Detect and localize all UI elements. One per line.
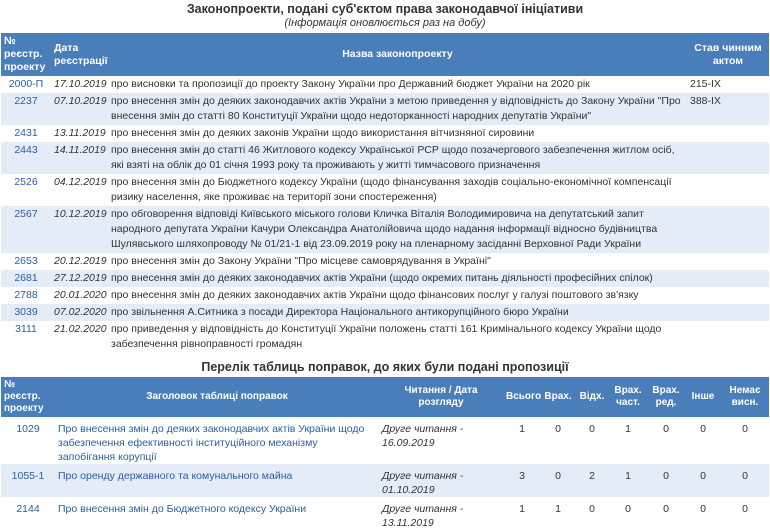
bill-date: 27.12.2019 bbox=[51, 270, 108, 287]
bill-row bbox=[1, 142, 769, 174]
amendment-reading: Друге читання - 16.09.2019 bbox=[379, 417, 503, 464]
amendment-reading: Друге читання - 13.11.2019 bbox=[379, 497, 503, 530]
bill-row bbox=[1, 253, 769, 270]
amendment-title-link[interactable]: Про внесення змін до Бюджетного кодексу України bbox=[58, 503, 307, 515]
bill-row bbox=[1, 125, 769, 142]
bill-act: 388-IX bbox=[687, 93, 769, 125]
amendment-count-total: 3 bbox=[503, 464, 541, 497]
amendment-title-link[interactable]: Про внесення змін до деяких законодавчих актів України щодо забезпечення ефективності інституційного механізму запобігання корупції bbox=[58, 423, 365, 463]
bill-act bbox=[687, 142, 769, 174]
bill-row bbox=[1, 304, 769, 321]
amendment-row bbox=[1, 497, 769, 530]
bill-date: 21.02.2020 bbox=[51, 321, 108, 353]
amendment-count-rejected: 0 bbox=[575, 497, 609, 530]
bill-number-link[interactable]: 2526 bbox=[14, 176, 38, 188]
bill-number-link[interactable]: 2431 bbox=[14, 127, 38, 139]
bill-act bbox=[687, 174, 769, 206]
amendments-table-header bbox=[1, 377, 769, 417]
col-am-rejected[interactable]: Відх. bbox=[575, 377, 609, 417]
bill-name: про звільнення А.Ситника з посади Директора Національного антикорупційного бюро України bbox=[108, 304, 687, 321]
col-am-reg-number[interactable]: № реєстр. проекту bbox=[1, 377, 55, 417]
bill-name: про внесення змін до статті 46 Житлового кодексу Української РСР щодо позачергового забезпечення житлом осіб, які взяті на облік до 01 січня 1993 року та проживають у житті тимчасового призначення bbox=[108, 142, 687, 174]
col-am-absent[interactable]: Немає висн. bbox=[721, 377, 769, 417]
col-act-status[interactable]: Став чинним актом bbox=[687, 33, 769, 76]
bill-act: 215-IX bbox=[687, 76, 769, 93]
col-am-title[interactable]: Заголовок таблиці поправок bbox=[55, 377, 379, 417]
col-am-accepted[interactable]: Врах. bbox=[541, 377, 575, 417]
bill-date: 07.02.2020 bbox=[51, 304, 108, 321]
bill-number-link[interactable]: 2567 bbox=[14, 208, 38, 220]
bill-act bbox=[687, 253, 769, 270]
col-am-reading[interactable]: Читання / Дата розгляду bbox=[379, 377, 503, 417]
bill-number-link[interactable]: 2237 bbox=[14, 95, 38, 107]
bill-row bbox=[1, 270, 769, 287]
bill-number-link[interactable]: 2681 bbox=[14, 272, 38, 284]
bill-date: 10.12.2019 bbox=[51, 206, 108, 253]
amendment-row bbox=[1, 464, 769, 497]
amendment-count-absent: 0 bbox=[721, 417, 769, 464]
amendment-count-rejected: 2 bbox=[575, 464, 609, 497]
bill-name: про внесення змін до деяких законодавчих актів України щодо фінансових послуг у галузі поштового зв'язку bbox=[108, 287, 687, 304]
bill-number-link[interactable]: 2443 bbox=[14, 144, 38, 156]
amendment-count-editorial: 0 bbox=[647, 464, 685, 497]
col-reg-number[interactable]: № реєстр. проекту bbox=[1, 33, 51, 76]
amendment-number-link[interactable]: 1055-1 bbox=[11, 470, 45, 482]
bill-row bbox=[1, 206, 769, 253]
amendment-count-partial: 1 bbox=[609, 417, 647, 464]
bill-number-link[interactable]: 2788 bbox=[14, 289, 38, 301]
amendment-count-other: 0 bbox=[685, 464, 721, 497]
amendment-count-accepted: 0 bbox=[541, 417, 575, 464]
amendment-count-editorial: 0 bbox=[647, 497, 685, 530]
amendment-count-total: 1 bbox=[503, 417, 541, 464]
amendment-count-partial: 1 bbox=[609, 464, 647, 497]
amendment-count-absent: 0 bbox=[721, 464, 769, 497]
bills-table-header bbox=[1, 33, 769, 76]
amendment-number-link[interactable]: 2144 bbox=[16, 503, 40, 515]
bill-date: 13.11.2019 bbox=[51, 125, 108, 142]
bill-name: про внесення змін до деяких законів України щодо використання вітчизняної сировини bbox=[108, 125, 687, 142]
amendment-count-absent: 0 bbox=[721, 497, 769, 530]
bill-act bbox=[687, 270, 769, 287]
bill-date: 14.11.2019 bbox=[51, 142, 108, 174]
amendment-title-link[interactable]: Про оренду державного та комунального майна bbox=[58, 470, 293, 482]
bill-number-link[interactable]: 3039 bbox=[14, 306, 38, 318]
amendment-row bbox=[1, 417, 769, 464]
bill-row bbox=[1, 76, 769, 93]
amendment-count-other: 0 bbox=[685, 497, 721, 530]
col-am-other[interactable]: Інше bbox=[685, 377, 721, 417]
bill-name: про внесення змін до Закону України "Про місцеве самоврядування в Україні" bbox=[108, 253, 687, 270]
bill-date: 20.01.2020 bbox=[51, 287, 108, 304]
bill-row bbox=[1, 93, 769, 125]
bill-name: про внесення змін до деяких законодавчих актів України (щодо окремих питань діяльності професійних спілок) bbox=[108, 270, 687, 287]
amendment-count-other: 0 bbox=[685, 417, 721, 464]
amendment-count-accepted: 1 bbox=[541, 497, 575, 530]
col-reg-date[interactable]: Дата реєстрації bbox=[51, 33, 108, 76]
amendment-count-accepted: 0 bbox=[541, 464, 575, 497]
amendment-number-link[interactable]: 1029 bbox=[16, 423, 40, 435]
amendment-count-editorial: 0 bbox=[647, 417, 685, 464]
amendment-reading: Друге читання - 01.10.2019 bbox=[379, 464, 503, 497]
bill-number-link[interactable]: 3111 bbox=[15, 323, 37, 335]
col-bill-name[interactable]: Назва законопроекту bbox=[108, 33, 687, 76]
amendment-count-total: 1 bbox=[503, 497, 541, 530]
bill-name: про приведення у відповідність до Конституції України положень статті 161 Кримінального кодексу України щодо забезпечення рівноправності громадян bbox=[108, 321, 687, 353]
bill-act bbox=[687, 125, 769, 142]
amendment-count-partial: 0 bbox=[609, 497, 647, 530]
bill-act bbox=[687, 321, 769, 353]
bill-name: про висновки та пропозиції до проекту Закону України про Державний бюджет України на 2020 рік bbox=[108, 76, 687, 93]
bill-date: 20.12.2019 bbox=[51, 253, 108, 270]
bill-number-link[interactable]: 2000-П bbox=[8, 78, 44, 90]
bill-date: 17.10.2019 bbox=[51, 76, 108, 93]
bill-act bbox=[687, 287, 769, 304]
col-am-partial[interactable]: Врах. част. bbox=[609, 377, 647, 417]
bill-date: 07.10.2019 bbox=[51, 93, 108, 125]
bill-number-link[interactable]: 2653 bbox=[14, 255, 38, 267]
bill-act bbox=[687, 304, 769, 321]
bill-date: 04.12.2019 bbox=[51, 174, 108, 206]
bills-table bbox=[1, 33, 769, 353]
bill-name: про внесення змін до Бюджетного кодексу України (щодо фінансування заходів соціально-економічної компенсації ризику населення, яке проживає на території зони спостереження) bbox=[108, 174, 687, 206]
update-note: (Інформація оновлюється раз на добу) bbox=[284, 17, 486, 29]
col-am-editorial[interactable]: Врах. ред. bbox=[647, 377, 685, 417]
bill-row bbox=[1, 287, 769, 304]
col-am-total[interactable]: Всього bbox=[503, 377, 541, 417]
bill-row bbox=[1, 321, 769, 353]
bill-act bbox=[687, 206, 769, 253]
bill-row bbox=[1, 174, 769, 206]
amendment-count-rejected: 0 bbox=[575, 417, 609, 464]
bill-name: про обговорення відповіді Київського міського голови Кличка Віталія Володимировича на депутатський запит народного депутата України Качури Олександра Анатолійовича щодо надання інформації відносно будівництва Шулявського шляхопроводу № 01/21-1 від 23.09.2019 року на пленарному засіданні Верховної Ради України bbox=[108, 206, 687, 253]
page-title: Законопроекти, подані суб'єктом права законодавчої ініціативи bbox=[186, 2, 584, 16]
amendments-title: Перелік таблиць поправок, до яких були подані пропозиції bbox=[201, 360, 569, 374]
amendments-table bbox=[1, 377, 769, 530]
bill-name: про внесення змін до деяких законодавчих актів України з метою приведення у відповідність до Закону України "Про внесення змін до статті 80 Конституції України щодо недоторканності народних депутатів України" bbox=[108, 93, 687, 125]
